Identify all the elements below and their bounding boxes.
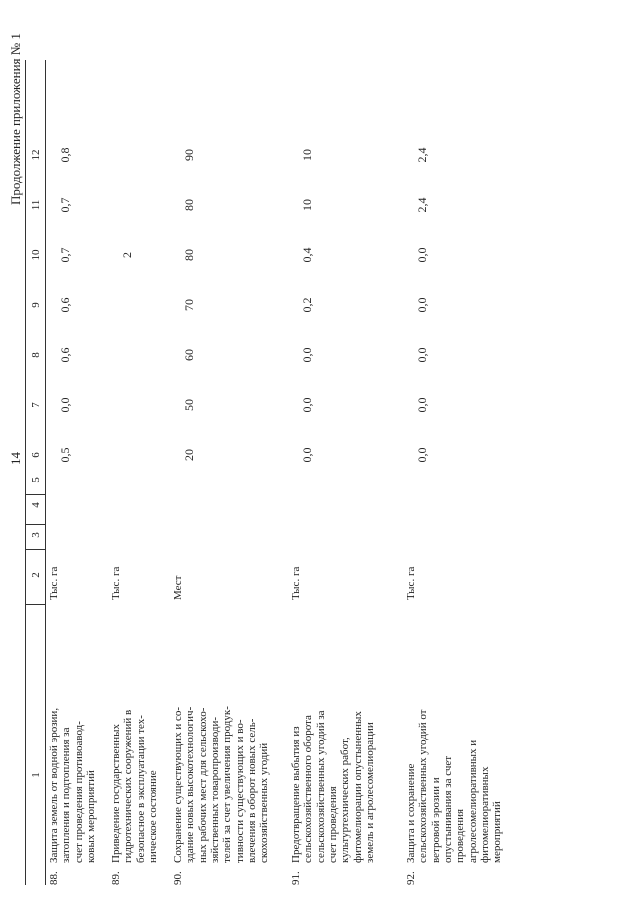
row-description-line: затопления и подтопления за	[60, 727, 73, 863]
row-description-line: сельскохозяйственного оборота	[302, 715, 315, 863]
column-number: 2	[30, 572, 42, 578]
row-description-line: влечения в оборот новых сель-	[245, 718, 258, 863]
row-number: 89.	[110, 871, 122, 885]
row-value: 10	[300, 149, 314, 161]
column-number: 6	[30, 452, 42, 458]
row-unit: Тыс. га	[110, 566, 122, 600]
column-number: 3	[30, 532, 42, 538]
row-description-line: телей за счет увеличения продук-	[221, 706, 234, 863]
column-number: 5	[30, 477, 42, 483]
row-description-line: мероприятий	[491, 801, 504, 863]
column-number: 7	[30, 402, 42, 408]
row-description-line: здание новых высокотехнологич-	[184, 706, 197, 863]
row-value: 0,0	[415, 297, 429, 313]
row-description-line: культуртехнических работ,	[339, 737, 352, 863]
row-description-line: тивности существующих и во-	[233, 719, 246, 863]
row-description-line: ковых мероприятий	[84, 770, 97, 863]
row-description-line: счет проведения противоавод-	[72, 721, 85, 863]
row-value: 0,0	[415, 447, 429, 463]
row-number: 92.	[405, 871, 417, 885]
row-description-line: ническое состояние	[146, 770, 159, 863]
row-description-line: сельскохозяйственных угодий за	[314, 710, 327, 863]
row-value: 0,0	[300, 347, 314, 363]
row-unit: Тыс. га	[405, 566, 417, 600]
row-value: 0,0	[415, 347, 429, 363]
row-number: 88.	[48, 871, 60, 885]
row-value: 0,6	[58, 297, 72, 313]
row-description-line: агролесомелиоративных и	[466, 739, 479, 863]
row-value: 60	[182, 349, 196, 361]
row-value: 90	[182, 149, 196, 161]
row-value: 0,0	[415, 397, 429, 413]
row-unit: Тыс. га	[290, 566, 302, 600]
row-value: 0,4	[300, 247, 314, 263]
row-description-line: земель и агролесомелиорации	[363, 722, 376, 863]
row-value: 2	[120, 252, 134, 258]
row-value: 0,2	[300, 297, 314, 313]
row-description-line: сельскохозяйственных угодий от	[417, 709, 430, 863]
row-value: 0,0	[58, 397, 72, 413]
row-description-line: Приведение государственных	[110, 724, 122, 863]
row-value: 0,0	[300, 397, 314, 413]
column-number: 10	[30, 249, 42, 261]
row-value: 0,8	[58, 147, 72, 163]
row-value: 2,4	[415, 147, 429, 163]
row-value: 0,7	[58, 247, 72, 263]
row-value: 0,6	[58, 347, 72, 363]
row-description-line: фитомелиорации опустыненных	[351, 711, 364, 863]
row-description-line: ных рабочих мест для сельскохо-	[196, 707, 209, 863]
row-unit: Тыс. га	[48, 566, 60, 600]
row-description-line: ветровой эрозии и	[429, 777, 442, 863]
row-description-line: опустынивания за счет	[441, 755, 454, 863]
row-value: 50	[182, 399, 196, 411]
row-description-line: гидротехнических сооружений в	[122, 709, 135, 863]
column-number: 11	[30, 199, 42, 211]
row-value: 0,0	[415, 247, 429, 263]
header-top-border	[25, 60, 26, 885]
row-value: 70	[182, 299, 196, 311]
row-number: 91.	[290, 871, 302, 885]
column-number: 1	[30, 772, 42, 778]
column-number: 9	[30, 302, 42, 308]
column-number: 8	[30, 352, 42, 358]
row-value: 10	[300, 199, 314, 211]
row-value: 0,0	[300, 447, 314, 463]
row-description-line: безопасное в эксплуатации тех-	[134, 715, 147, 863]
row-description-line: счет проведения	[326, 786, 339, 863]
row-value: 2,4	[415, 197, 429, 213]
header-note: Продолжение приложения № 1	[8, 33, 23, 205]
row-description-line: скохозяйственных угодий	[258, 742, 271, 863]
row-value: 80	[182, 199, 196, 211]
row-unit: Мест	[172, 575, 184, 600]
column-number: 4	[30, 502, 42, 508]
row-value: 20	[182, 449, 196, 461]
row-description-line: фитомелиоративных	[478, 766, 491, 863]
row-number: 90.	[172, 871, 184, 885]
page-number: 14	[8, 452, 23, 465]
column-number: 12	[30, 149, 42, 161]
row-value: 0,5	[58, 447, 72, 463]
row-description-line: Защита и сохранение	[405, 763, 417, 863]
row-description-line: проведения	[454, 808, 467, 863]
row-description-line: Защита земель от водной эрозии,	[48, 707, 60, 863]
header-divider	[25, 604, 45, 605]
row-description-line: зяйственных товаропроизводи-	[208, 716, 221, 863]
header-bottom-border	[45, 60, 46, 885]
row-value: 80	[182, 249, 196, 261]
row-value: 0,7	[58, 197, 72, 213]
row-description-line: Предотвращение выбытия из	[290, 726, 302, 863]
row-description-line: Сохранение существующих и со-	[172, 707, 184, 863]
